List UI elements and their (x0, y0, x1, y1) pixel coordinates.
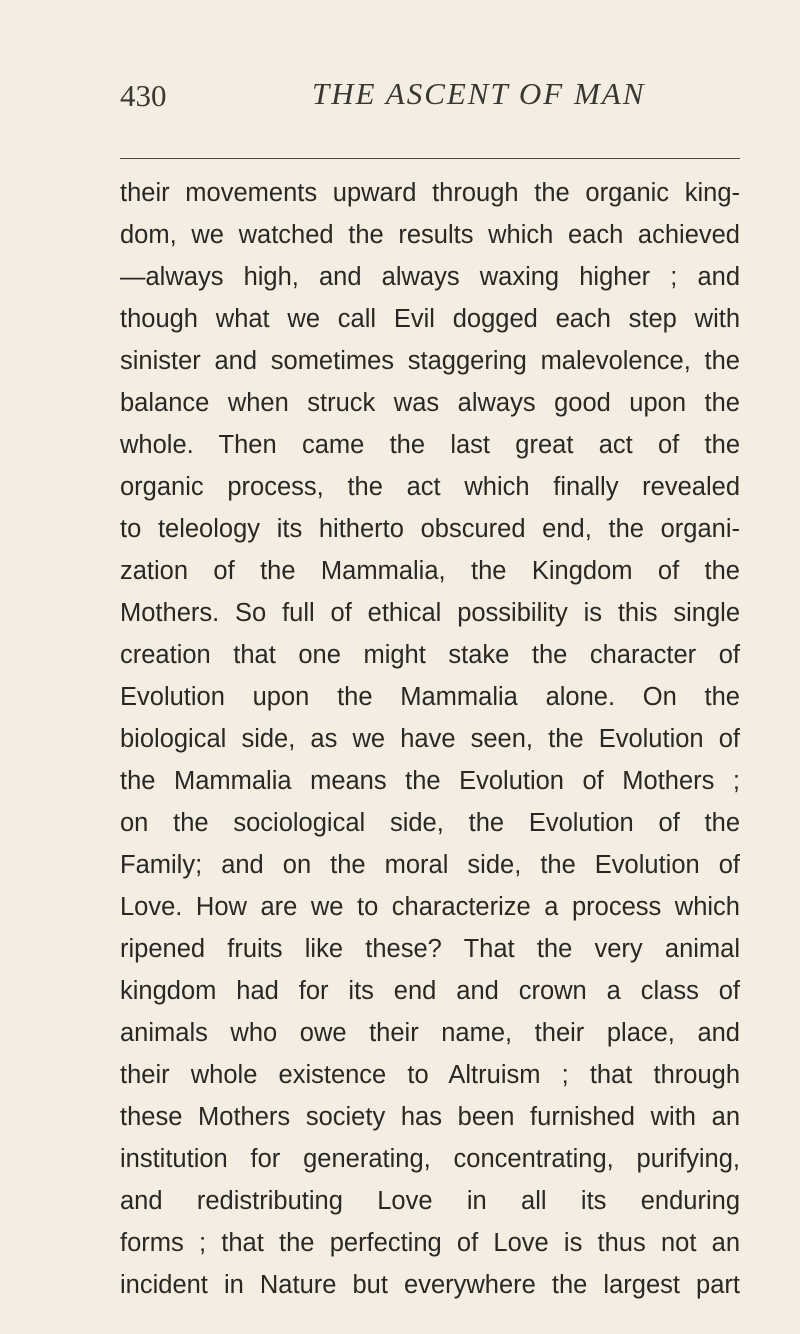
body-text (120, 172, 740, 1306)
text-line: Mothers. So full of ethical possibility is this single (120, 599, 740, 627)
text-line: these Mothers society has been furnished with an (120, 1103, 740, 1131)
page-header (0, 70, 800, 130)
text-line: dom, we watched the results which each achieved (120, 221, 740, 249)
text-line: balance when struck was always good upon the (120, 389, 740, 417)
text-line: —always high, and always waxing higher ; and (120, 263, 740, 291)
running-head: THE ASCENT OF MAN (312, 76, 646, 111)
text-line: and redistributing Love in all its enduring (120, 1187, 740, 1215)
text-line: whole. Then came the last great act of the (120, 431, 740, 459)
header-rule (120, 158, 740, 159)
text-line: sinister and sometimes staggering malevolence, the (120, 347, 740, 375)
text-line: zation of the Mammalia, the Kingdom of the (120, 557, 740, 585)
text-line: on the sociological side, the Evolution of the (120, 809, 740, 837)
text-line: kingdom had for its end and crown a class of (120, 977, 740, 1005)
text-line: though what we call Evil dogged each step with (120, 305, 740, 333)
text-line: creation that one might stake the character of (120, 641, 740, 669)
text-line: the Mammalia means the Evolution of Mothers ; (120, 767, 740, 795)
text-line: organic process, the act which finally revealed (120, 473, 740, 501)
text-line: their whole existence to Altruism ; that through (120, 1061, 740, 1089)
text-line: incident in Nature but everywhere the largest part (120, 1271, 740, 1299)
text-line: institution for generating, concentrating, purifying, (120, 1145, 740, 1173)
text-line: ripened fruits like these? That the very animal (120, 935, 740, 963)
text-line: animals who owe their name, their place, and (120, 1019, 740, 1047)
text-line: to teleology its hitherto obscured end, the organi- (120, 515, 740, 543)
page-number: 430 (120, 78, 167, 113)
text-line: forms ; that the perfecting of Love is thus not an (120, 1229, 740, 1257)
text-line: Family; and on the moral side, the Evolution of (120, 851, 740, 879)
text-line: Evolution upon the Mammalia alone. On the (120, 683, 740, 711)
text-line: their movements upward through the organic king- (120, 179, 740, 207)
text-line: Love. How are we to characterize a process which (120, 893, 740, 921)
text-line: biological side, as we have seen, the Evolution of (120, 725, 740, 753)
